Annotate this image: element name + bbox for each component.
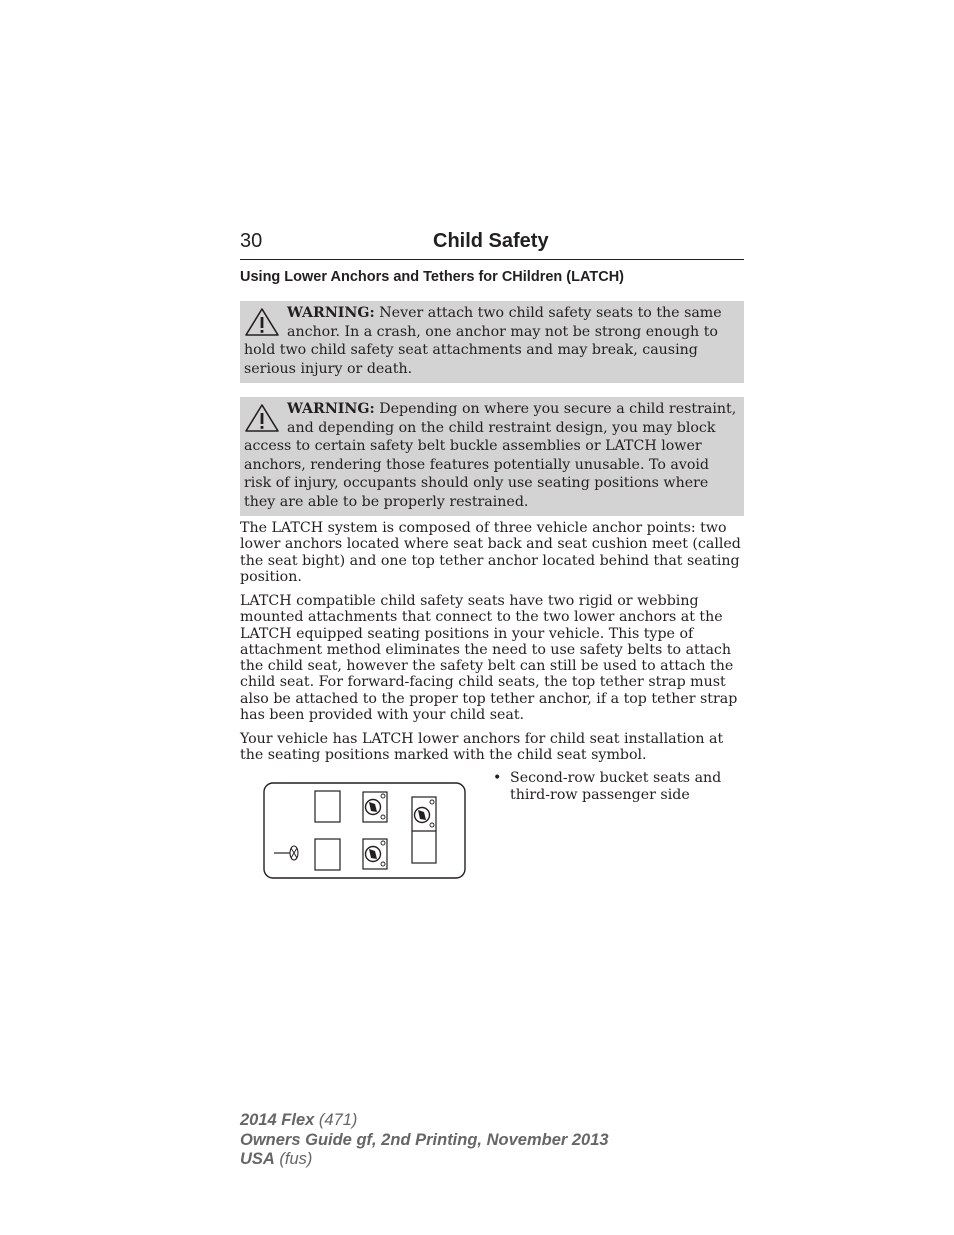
seat-second-row-right <box>363 792 387 822</box>
warning-box <box>240 301 744 383</box>
body-paragraph: LATCH compatible child safety seats have two rigid or webbing mounted attachments that connect to the two lower anchors at the LATCH equipped seating positions in your vehicle. This type of attachment method eliminates the need to use safety belts to attach the child seat, however the safety belt can still be used to attach the child seat. For forward-facing child seats, the top tether strap must also be attached to the proper top tether anchor, if a top tether strap has been provided with your child seat. <box>240 593 738 724</box>
warning-label: WARNING: <box>287 305 375 321</box>
footer-model: 2014 Flex <box>240 1111 315 1129</box>
chapter-title: Child Safety <box>433 230 549 252</box>
body-paragraph: Your vehicle has LATCH lower anchors for child seat installation at the seating positions marked with the child seat symbol. <box>240 731 724 764</box>
footer-model-code: (471) <box>314 1111 358 1129</box>
seating-diagram <box>263 782 466 879</box>
page-number: 30 <box>240 230 263 252</box>
seat-second-row-left <box>363 839 387 869</box>
warning-text: Never attach two child safety seats to the same anchor. In a crash, one anchor may not be strong enough to hold two child safety seat attachments and may break, causing serious injury or death. <box>244 305 722 377</box>
warning-triangle-icon <box>244 307 280 337</box>
warning-text: Depending on where you secure a child restraint, and depending on the child restraint design, you may block access to certain safety belt buckle assemblies or LATCH lower anchors, rendering those features potentially unusable. To avoid risk of injury, occupants should only use seating positions where they are able to be properly restrained. <box>244 401 737 510</box>
warning-label: WARNING: <box>287 401 375 417</box>
warning-triangle-icon <box>244 403 280 433</box>
body-paragraph: The LATCH system is composed of three vehicle anchor points: two lower anchors located where seat back and seat cushion meet (called the seat bight) and one top tether anchor located behind that seating position. <box>240 520 741 585</box>
footer-region: USA <box>240 1150 275 1168</box>
bullet-text: Second-row bucket seats and third-row passenger side <box>510 770 722 804</box>
bullet-dot: • <box>493 770 502 786</box>
bullet-list <box>493 770 743 804</box>
warning-box <box>240 397 744 516</box>
page-header <box>240 229 744 260</box>
footer-region-code: (fus) <box>274 1150 313 1168</box>
seat-third-row <box>412 797 436 863</box>
section-title: Using Lower Anchors and Tethers for CHildren (LATCH) <box>240 269 624 285</box>
seat-front-passenger <box>315 791 340 822</box>
seat-driver <box>315 839 340 870</box>
list-item <box>493 770 743 804</box>
page-footer <box>240 1111 609 1170</box>
footer-guide: Owners Guide gf, 2nd Printing, November 2013 <box>240 1130 609 1149</box>
